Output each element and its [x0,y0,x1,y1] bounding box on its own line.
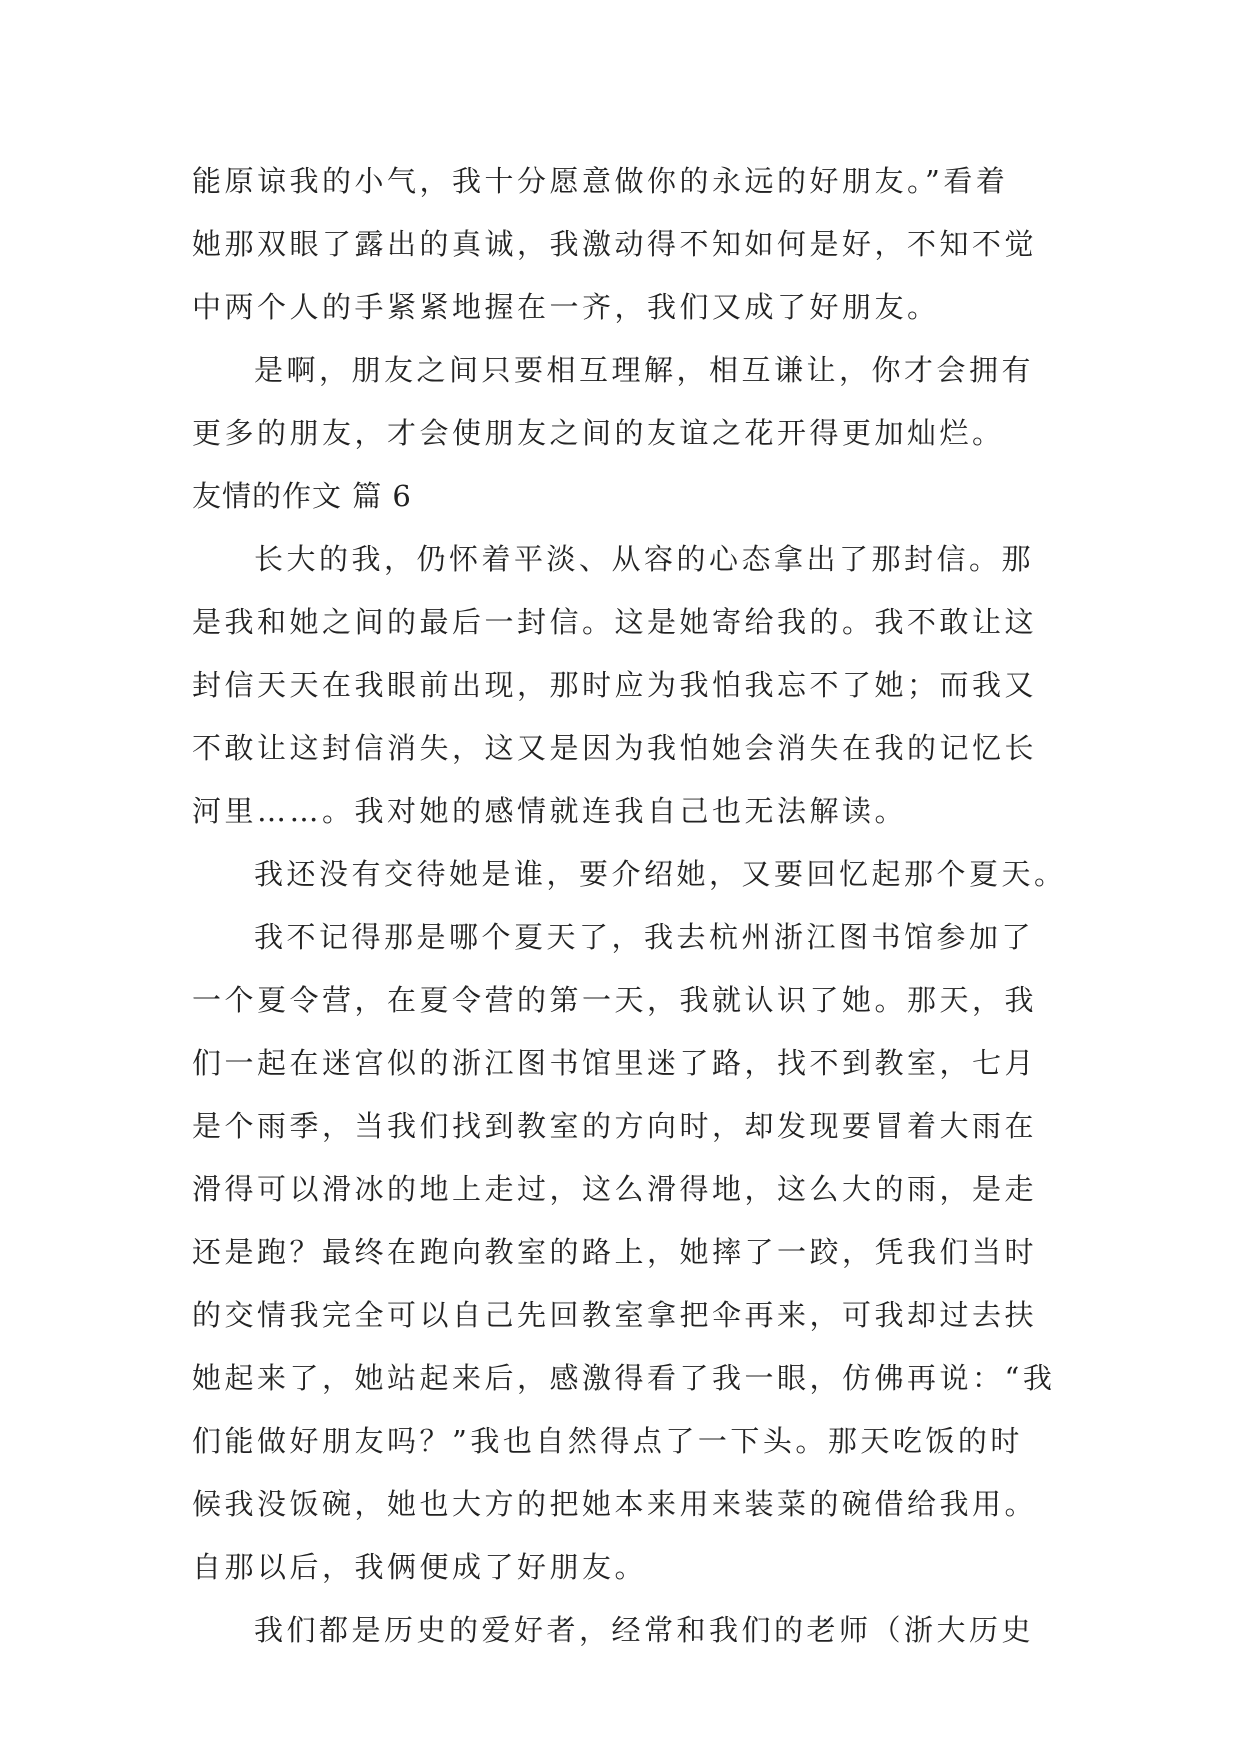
paragraph-start-line: 是啊，朋友之间只要相互理解，相互谦让，你才会拥有 [254,353,1035,387]
paragraph-start-line: 我还没有交待她是谁，要介绍她，又要回忆起那个夏天。 [254,857,1067,891]
paragraph-start-line: 我们都是历史的爱好者，经常和我们的老师（浙大历史 [254,1613,1035,1647]
text-line: 她那双眼了露出的真诚，我激动得不知如何是好，不知不觉 [192,227,1038,261]
text-line: 能原谅我的小气，我十分愿意做你的永远的好朋友。”看着 [192,164,1009,198]
text-line: 是个雨季，当我们找到教室的方向时，却发现要冒着大雨在 [192,1109,1038,1143]
text-line: 滑得可以滑冰的地上走过，这么滑得地，这么大的雨，是走 [192,1172,1038,1206]
paragraph-start-line: 我不记得那是哪个夏天了，我去杭州浙江图书馆参加了 [254,920,1035,954]
text-line: 河里……。我对她的感情就连我自己也无法解读。 [192,794,908,828]
text-line: 们一起在迷宫似的浙江图书馆里迷了路，找不到教室，七月 [192,1046,1038,1080]
text-line: 们能做好朋友吗？”我也自然得点了一下头。那天吃饭的时 [192,1424,1023,1458]
text-line: 封信天天在我眼前出现，那时应为我怕我忘不了她；而我又 [192,668,1038,702]
text-line: 一个夏令营，在夏令营的第一天，我就认识了她。那天，我 [192,983,1038,1017]
document-page [192,150,1067,1662]
text-line: 中两个人的手紧紧地握在一齐，我们又成了好朋友。 [192,290,940,324]
text-line: 更多的朋友，才会使朋友之间的友谊之花开得更加灿烂。 [192,416,1005,450]
paragraph-start-line: 长大的我，仍怀着平淡、从容的心态拿出了那封信。那 [254,542,1035,576]
text-line: 候我没饭碗，她也大方的把她本来用来装菜的碗借给我用。 [192,1487,1038,1521]
text-line: 不敢让这封信消失，这又是因为我怕她会消失在我的记忆长 [192,731,1038,765]
text-line: 的交情我完全可以自己先回教室拿把伞再来，可我却过去扶 [192,1298,1038,1332]
section-heading: 友情的作文 篇 6 [192,479,412,513]
text-line: 自那以后，我俩便成了好朋友。 [192,1550,648,1584]
text-line: 还是跑？最终在跑向教室的路上，她摔了一跤，凭我们当时 [192,1235,1038,1269]
text-line: 是我和她之间的最后一封信。这是她寄给我的。我不敢让这 [192,605,1038,639]
text-line: 她起来了，她站起来后，感激得看了我一眼，仿佛再说：“我 [192,1361,1056,1395]
